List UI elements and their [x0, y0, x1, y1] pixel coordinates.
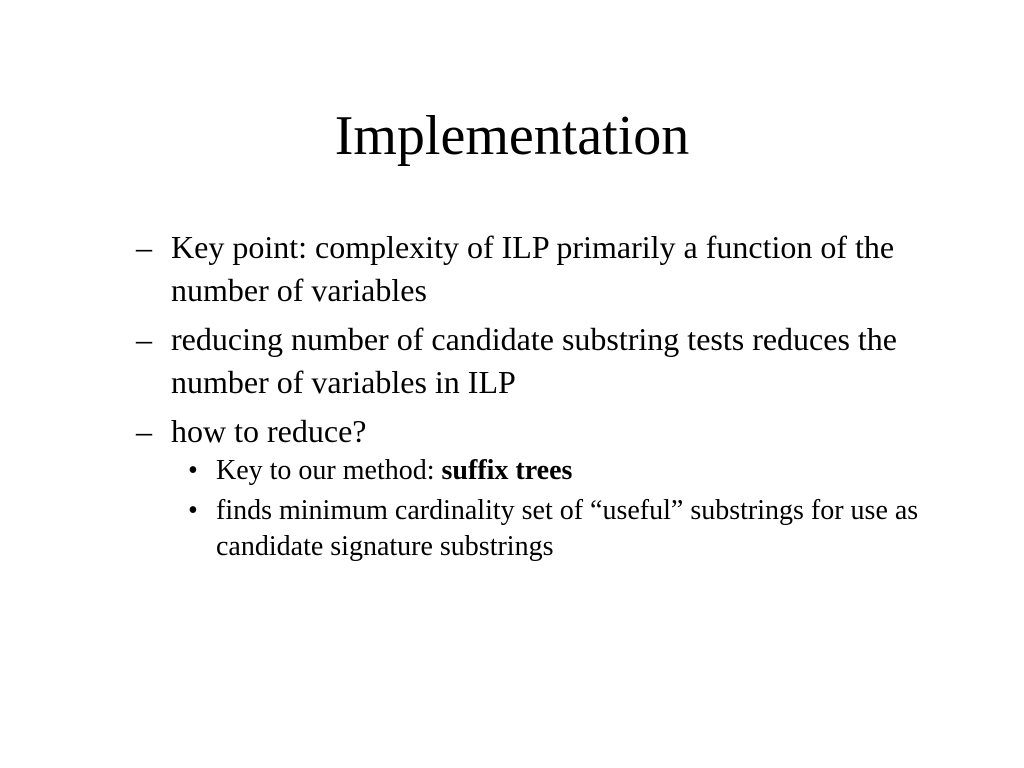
dash-marker: –	[136, 413, 152, 449]
bullet-text: reducing number of candidate substring tests reduces the number of variables in ILP	[171, 321, 897, 400]
dot-marker: •	[188, 455, 198, 486]
bullet-text: Key point: complexity of ILP primarily a function of the number of variables	[171, 229, 895, 308]
sub-bullet-list	[186, 453, 956, 565]
bullet-item	[136, 226, 956, 312]
dot-marker: •	[188, 495, 198, 526]
bullet-item	[136, 410, 956, 565]
dash-marker: –	[136, 321, 152, 357]
sub-bullet-item	[186, 453, 956, 489]
dash-marker: –	[136, 229, 152, 265]
bullet-text: how to reduce?	[171, 413, 367, 449]
sub-bullet-text: finds minimum cardinality set of “useful” substrings for use as candidate signature substrings	[216, 495, 919, 562]
sub-bullet-text-bold: suffix trees	[441, 455, 573, 486]
bullet-list	[136, 226, 956, 571]
bullet-item	[136, 318, 956, 404]
sub-bullet-text-prefix: Key to our method:	[216, 455, 442, 486]
slide-title: Implementation	[334, 105, 690, 167]
sub-bullet-item	[186, 493, 956, 565]
